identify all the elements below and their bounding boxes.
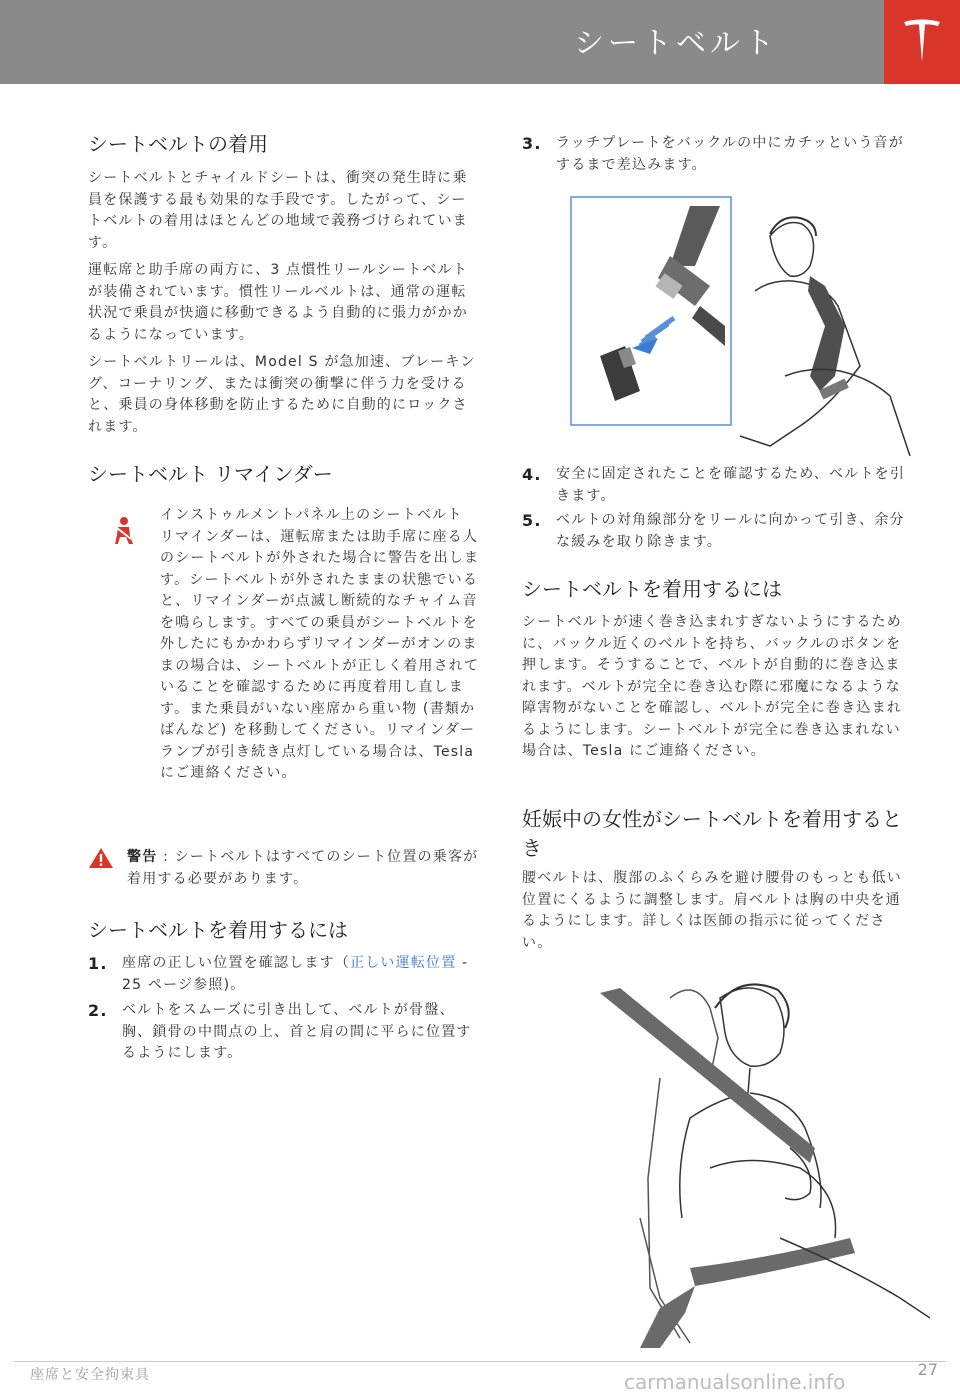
step-4-text: 安全に固定されたことを確認するため、ベルトを引きます。 [556, 466, 906, 504]
reminder-text: インストゥルメントパネル上のシートベルト リマインダーは、運転席または助手席に座る人のシートベルトが外された場合に警告を出します。シートベルトが外されたままの状態でいると、リマインダーが点滅し断続的なチャイム音を鳴らします。すべての乗員がシートベルトを外したにもかかわらずリマインダーがオンのままの場合は、シートベルトが正しく着用されていることを確認するために再度着用し直します。また乗員がいない座席から重い物 (書類かばんなど) を移動してください。リマインダーランプが引き続き点灯している場合は、Tesla にご連絡ください。 [160, 507, 480, 781]
heading-reminder: シートベルト リマインダー [88, 462, 333, 486]
warning-body: : シートベルトはすべてのシート位置の乗客が着用する必要があります。 [127, 849, 479, 887]
link-driving-position[interactable]: 正しい運転位置 [350, 955, 457, 971]
warning-text [127, 847, 481, 890]
step-3-number: 3. [522, 134, 542, 153]
heading-pregnant: 妊娠中の女性がシートベルトを着用するとき [522, 807, 902, 860]
step-1-text-post: - 25 ページ参照)。 [122, 955, 469, 993]
heading-seatbelt-use: シートベルトの着用 [88, 132, 268, 156]
step-4-number: 4. [522, 465, 542, 484]
heading-how-to-wear-2: シートベルトを着用するには [522, 577, 782, 601]
paragraph-pregnant: 腰ベルトは、腹部のふくらみを避け腰骨のもっとも低い位置にくるように調整します。肩ベルトは胸の中央を通るようにします。詳しくは医師の指示に従ってください。 [522, 870, 902, 951]
step-5 [522, 510, 915, 554]
warning-triangle-icon [88, 847, 114, 869]
step-2 [88, 1000, 481, 1066]
paragraph-unbuckle: シートベルトが速く巻き込まれすぎないようにするために、バックル近くのベルトを持ち、バックルのボタンを押します。そうすることで、ベルトが自動的に巻き込まれます。ベルトが完全に巻き込む際に邪魔になるような障害物がないことを確認し、ベルトが完全に巻き込まれるようにします。シートベルトが完全に巻き込まれない場合は、Tesla にご連絡ください。 [522, 614, 902, 759]
tesla-logo-icon [902, 18, 942, 64]
step-3-text: ラッチプレートをバックルの中にカチッという音がするまで差込みます。 [556, 135, 904, 173]
step-4 [522, 464, 915, 508]
header-bar [0, 0, 884, 84]
paragraph-reel-lock: シートベルトリールは、Model S が急加速、ブレーキング、コーナリング、または衝突の衝撃に伴う力を受けると、乗員の身体移動を防止するために自動的にロックされます。 [88, 354, 476, 435]
seatbelt-reminder-icon [112, 516, 136, 546]
buckle-illustration [570, 196, 915, 466]
step-5-text: ベルトの対角線部分をリールに向かって引き、余分な緩みを取り除きます。 [556, 512, 905, 550]
step-3 [522, 133, 915, 177]
footer-section-title: 座席と安全拘束具 [30, 1367, 150, 1383]
step-2-text: ベルトをスムーズに引き出して、ベルトが骨盤、胸、鎖骨の中間点の上、首と肩の間に平らに位置するようにします。 [122, 1002, 472, 1061]
watermark: carmanualsonline.info [624, 1370, 846, 1394]
paragraph-intro: シートベルトとチャイルドシートは、衝突の発生時に乗員を保護する最も効果的な手段です。したがって、シートベルトの着用はほとんどの地域で義務づけられています。 [88, 170, 468, 251]
header-title: シートベルト [574, 26, 778, 61]
pregnant-woman-seatbelt-illustration [600, 968, 930, 1348]
step-1-number: 1. [88, 954, 108, 973]
paragraph-three-point: 運転席と助手席の両方に、3 点慣性リールシートベルトが装備されています。慣性リールベルトは、通常の運転状況で乗員が快適に移動できるよう自動的に張力がかかるようになっています。 [88, 262, 468, 343]
footer-divider [14, 1361, 946, 1362]
step-5-number: 5. [522, 511, 542, 530]
step-2-number: 2. [88, 1001, 108, 1020]
warning-label: 警告 [127, 849, 158, 865]
logo-box [884, 0, 960, 84]
step-1-text: 座席の正しい位置を確認します（ [122, 955, 350, 971]
step-1 [88, 953, 481, 997]
page-number: 27 [917, 1360, 938, 1379]
heading-how-to-wear: シートベルトを着用するには [88, 918, 348, 942]
